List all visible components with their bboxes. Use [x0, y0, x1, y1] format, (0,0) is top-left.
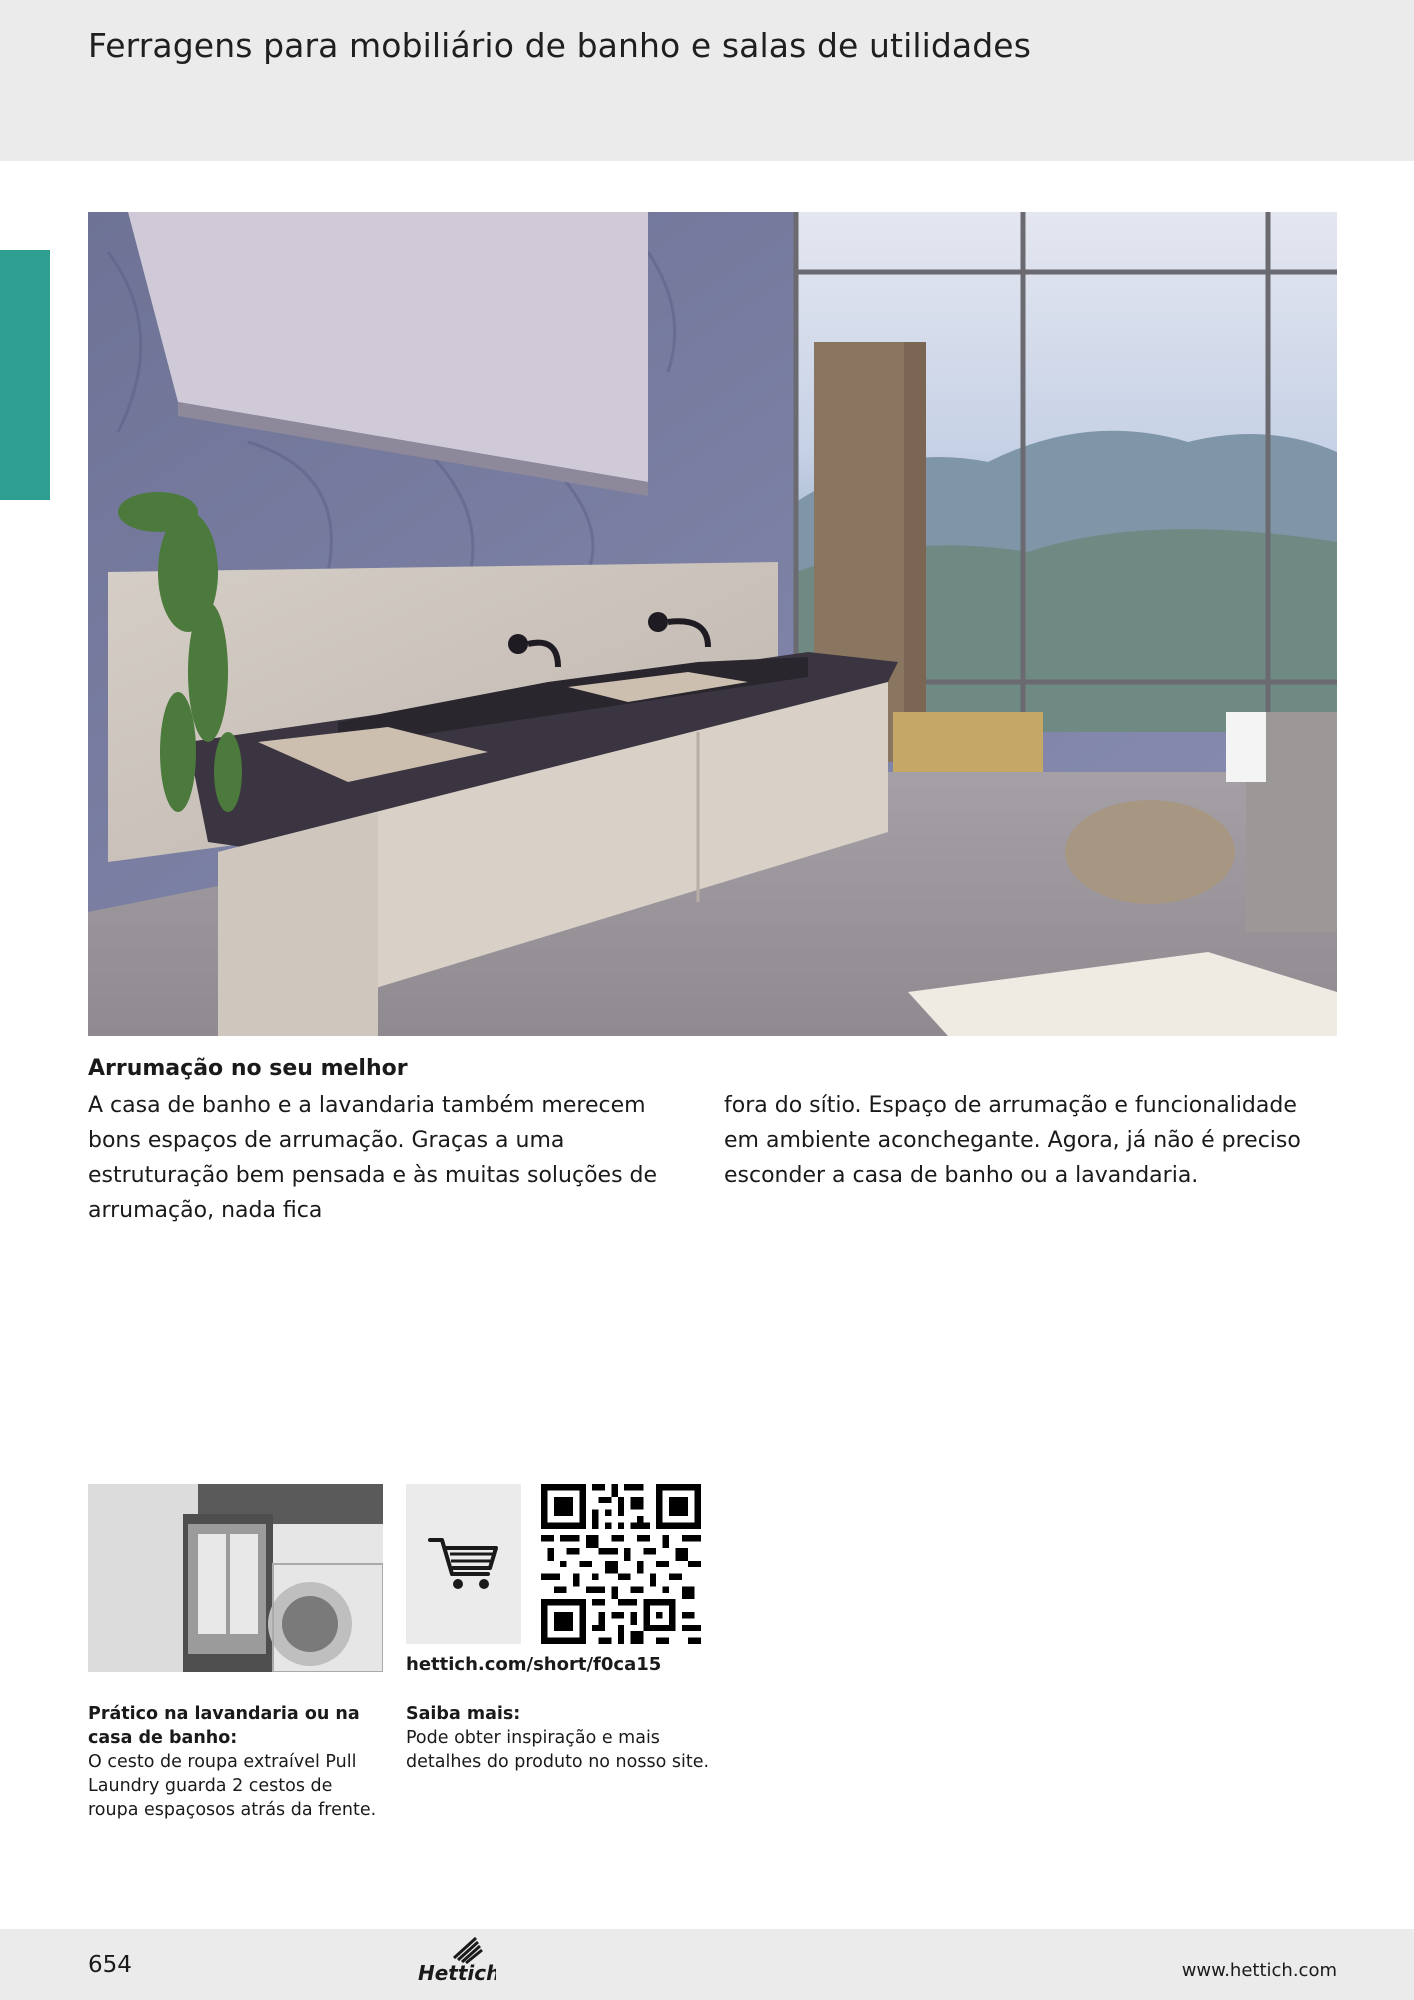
shop-cart-button[interactable] [406, 1484, 521, 1644]
qr-code[interactable] [541, 1484, 701, 1644]
shop-short-link[interactable]: hettich.com/short/f0ca15 [406, 1654, 662, 1675]
shop-caption [406, 1702, 726, 1774]
product-caption-title: Prático na lavandaria ou na casa de banho: [88, 1704, 360, 1748]
hettich-logo [416, 1936, 496, 1984]
section-tab [0, 250, 50, 500]
shop-caption-title: Saiba mais: [406, 1704, 521, 1724]
intro-text-right: fora do sítio. Espaço de arrumação e funcionalidade em ambiente aconchegante. Agora, já não é preciso esconder a casa de banho ou a lavandaria. [724, 1093, 1301, 1188]
intro-text-left: A casa de banho e a lavandaria também merecem bons espaços de arrumação. Graças a uma estruturação bem pensada e às muitas soluções de arrumação, nada fica [88, 1093, 658, 1223]
cart-icon [428, 1534, 500, 1594]
footer-url[interactable]: www.hettich.com [1181, 1960, 1337, 1981]
product-photo [88, 1484, 383, 1672]
hero-photo [88, 212, 1337, 1036]
section-heading: Arrumação no seu melhor [88, 1056, 408, 1081]
product-caption [88, 1702, 388, 1822]
page-title: Ferragens para mobiliário de banho e salas de utilidades [88, 26, 1031, 65]
shop-caption-text: Pode obter inspiração e mais detalhes do produto no nosso site. [406, 1728, 710, 1772]
svg-text:Hettich: Hettich [418, 1961, 496, 1984]
header-band [0, 0, 1414, 161]
page-number: 654 [88, 1952, 132, 1978]
product-caption-text: O cesto de roupa extraível Pull Laundry guarda 2 cestos de roupa espaçosos atrás da frente. [88, 1752, 377, 1820]
